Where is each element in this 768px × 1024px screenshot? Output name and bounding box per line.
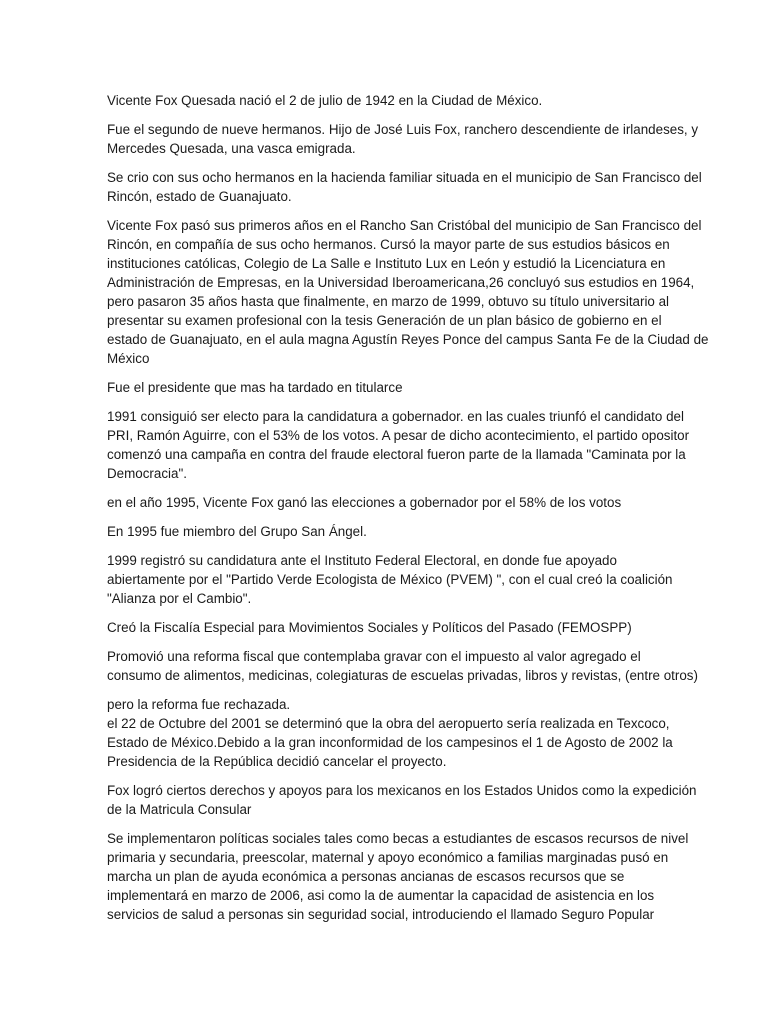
- paragraph-1991: [107, 407, 690, 483]
- text-line: PRI, Ramón Aguirre, con el 53% de los votos. A pesar de dicho acontecimiento, el partido opositor: [107, 428, 690, 443]
- text-line: Vicente Fox pasó sus primeros años en el Rancho San Cristóbal del municipio de San Francisco del: [107, 218, 702, 233]
- paragraph-1999: [107, 551, 673, 608]
- text-line: presentar su examen profesional con la tesis Generación de un plan básico de gobierno en el: [107, 313, 662, 328]
- text-line: de la Matricula Consular: [107, 802, 252, 817]
- text-line: Se implementaron políticas sociales tales como becas a estudiantes de escasos recursos de nivel: [107, 831, 689, 846]
- text-line: 1999 registró su candidatura ante el Instituto Federal Electoral, en donde fue apoyado: [107, 553, 617, 568]
- text-line: abiertamente por el "Partido Verde Ecologista de México (PVEM) ", con el cual creó la coalición: [107, 572, 673, 587]
- paragraph-matricula: [107, 781, 697, 819]
- text-line: implementará en marzo de 2006, asi como la de aumentar la capacidad de asistencia en los: [107, 888, 655, 903]
- text-line: Administración de Empresas, en la Universidad Iberoamericana,26 concluyó sus estudios en 1964,: [107, 275, 695, 290]
- paragraph-social-policies: [107, 829, 689, 924]
- text-line: primaria y secundaria, preescolar, maternal y apoyo económico a familias marginadas pusó en: [107, 850, 669, 865]
- text-line: Creó la Fiscalía Especial para Movimientos Sociales y Políticos del Pasado (FEMOSPP): [107, 620, 632, 635]
- text-line: Promovió una reforma fiscal que contemplaba gravar con el impuesto al valor agregado el: [107, 649, 641, 664]
- text-line: pero la reforma fue rechazada.: [107, 697, 291, 712]
- text-line: 1991 consiguió ser electo para la candidatura a gobernador. en las cuales triunfó el candidato del: [107, 409, 684, 424]
- text-line: Rincón, estado de Guanajuato.: [107, 189, 292, 204]
- text-line: Se crio con sus ocho hermanos en la hacienda familiar situada en el municipio de San Francisco del: [107, 170, 702, 185]
- text-line: el 22 de Octubre del 2001 se determinó que la obra del aeropuerto sería realizada en Texcoco,: [107, 716, 670, 731]
- paragraph-family: [107, 120, 699, 158]
- text-line: instituciones católicas, Colegio de La Salle e Instituto Lux en León y estudió la Licenciatura en: [107, 256, 666, 271]
- text-line: Estado de México.Debido a la gran inconformidad de los campesinos el 1 de Agosto de 2002 la: [107, 735, 673, 750]
- text-line: estado de Guanajuato, en el aula magna Agustín Reyes Ponce del campus Santa Fe de la Ciudad de: [107, 332, 709, 347]
- paragraph-1995-grupo: [107, 522, 667, 541]
- text-line: consumo de alimentos, medicinas, colegiaturas de escuelas privadas, libros y revistas, (entre otros): [107, 668, 698, 683]
- paragraph-1995-governor: [107, 493, 667, 512]
- text-line: Vicente Fox Quesada nació el 2 de julio de 1942 en la Ciudad de México.: [107, 93, 543, 108]
- paragraph-birth: [107, 91, 667, 110]
- text-line: Democracia".: [107, 466, 187, 481]
- text-line: servicios de salud a personas sin seguridad social, introduciendo el llamado Seguro Popular: [107, 907, 655, 922]
- text-line: comenzó una campaña en contra del fraude electoral fueron parte de la llamada "Caminata por la: [107, 447, 686, 462]
- text-line: México: [107, 351, 150, 366]
- paragraph-airport: [107, 695, 673, 771]
- text-line: Fue el segundo de nueve hermanos. Hijo de José Luis Fox, ranchero descendiente de irlandeses, y: [107, 122, 699, 137]
- paragraph-fiscal-reform: [107, 647, 698, 685]
- paragraph-degree-note: [107, 378, 667, 397]
- paragraph-femospp: [107, 618, 667, 637]
- text-line: en el año 1995, Vicente Fox ganó las elecciones a gobernador por el 58% de los votos: [107, 495, 622, 510]
- text-line: "Alianza por el Cambio".: [107, 591, 252, 606]
- text-line: pero pasaron 35 años hasta que finalmente, en marzo de 1999, obtuvo su título universitario al: [107, 294, 670, 309]
- text-line: marcha un plan de ayuda económica a personas ancianas de escasos recursos que se: [107, 869, 625, 884]
- text-line: Mercedes Quesada, una vasca emigrada.: [107, 141, 356, 156]
- text-line: Fue el presidente que mas ha tardado en titularce: [107, 380, 403, 395]
- paragraph-education: [107, 216, 709, 368]
- text-line: En 1995 fue miembro del Grupo San Ángel.: [107, 524, 367, 539]
- document-body: [107, 91, 709, 924]
- text-line: Presidencia de la República decidió cancelar el proyecto.: [107, 754, 447, 769]
- text-line: Rincón, en compañía de sus ocho hermanos. Cursó la mayor parte de sus estudios básicos en: [107, 237, 670, 252]
- text-line: Fox logró ciertos derechos y apoyos para los mexicanos en los Estados Unidos como la expedición: [107, 783, 697, 798]
- paragraph-upbringing: [107, 168, 702, 206]
